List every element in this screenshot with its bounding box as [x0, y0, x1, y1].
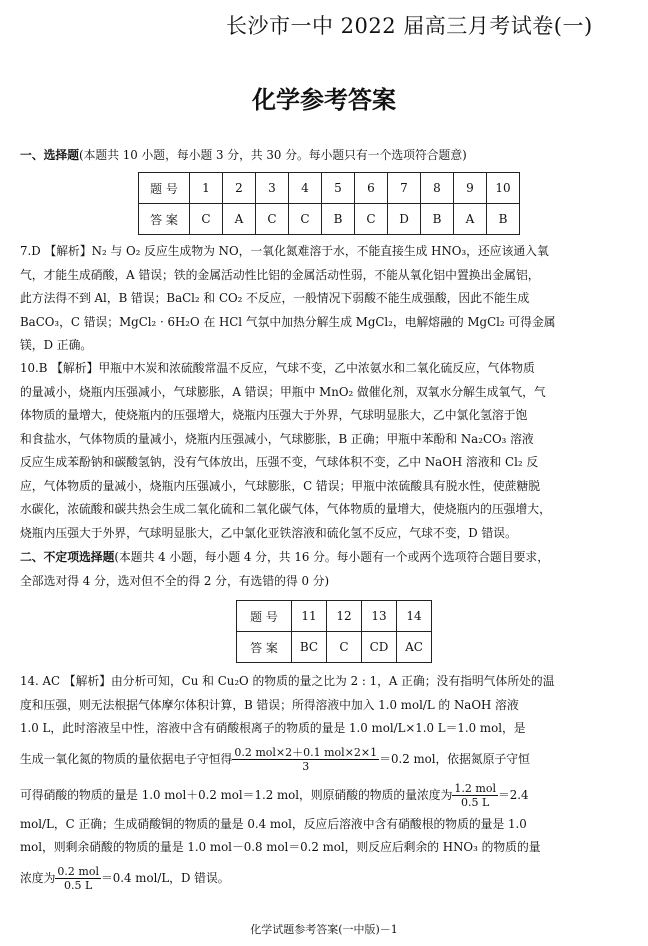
text-segment: 可得硝酸的物质的量是 1.0 mol＋0.2 mol＝1.2 mol，则原硝酸的物质的量浓度为: [20, 787, 453, 802]
exam-header-title: 长沙市一中 2022 届高三月考试卷(一): [226, 14, 593, 38]
table-cell: 2: [223, 173, 256, 204]
section-2-note: (本题共 4 小题，每小题 4 分，共 16 分。每小题有一个或两个选项符合题目要求，: [114, 550, 550, 564]
table-cell: A: [454, 204, 487, 235]
table-cell: 7: [388, 173, 421, 204]
table-cell: C: [190, 204, 223, 235]
section-1-note: (本题共 10 小题，每小题 3 分，共 30 分。每小题只有一个选项符合题意): [79, 148, 467, 162]
table-row: [139, 173, 520, 204]
table-cell: 12: [327, 601, 362, 632]
table-cell: 14: [397, 601, 432, 632]
table-row: [139, 204, 520, 235]
fraction-numerator: 0.2 mol×2＋0.1 mol×2×1: [234, 746, 378, 759]
table-cell: BC: [292, 632, 327, 663]
text-segment: 浓度为: [20, 870, 56, 885]
text-line-with-fraction: [20, 860, 634, 896]
text-line: BaCO₃，C 错误；MgCl₂ · 6H₂O 在 HCl 气氛中加热分解生成 MgCl₂，电解熔融的 MgCl₂ 可得金属: [20, 314, 556, 329]
question-7-explanation: [20, 240, 634, 358]
table-cell: C: [327, 632, 362, 663]
text-segment: ＝0.4 mol/L，D 错误。: [100, 870, 230, 885]
section-1-label: 一、选择题: [20, 148, 79, 162]
table-cell: 1: [190, 173, 223, 204]
table-header-cell: 题 号: [139, 173, 190, 204]
text-line: 此方法得不到 Al，B 错误；BaCl₂ 和 CO₂ 不反应，一般情况下弱酸不能生成强酸，因此不能生成: [20, 291, 530, 305]
fraction-denominator: 0.5 L: [461, 796, 490, 809]
text-line: 镁，D 正确。: [20, 338, 93, 352]
table-cell: A: [223, 204, 256, 235]
text-line: 度和压强，则无法根据气体摩尔体积计算，B 错误；所得溶液中加入 1.0 mol/L 的 NaOH 溶液: [20, 697, 519, 712]
text-line: 反应生成苯酚钠和碳酸氢钠，没有气体放出，压强不变，气球体积不变，乙中 NaOH 溶液和 Cl₂ 反: [20, 455, 539, 469]
text-line: mol/L，C 正确；生成硝酸铜的物质的量是 0.4 mol，反应后溶液中含有硝酸根的物质的量是 1.0: [20, 816, 527, 831]
section-1-heading: [20, 146, 632, 163]
text-line: 烧瓶内压强大于外界，气球明显胀大，乙中氯化亚铁溶液和硫化氢不反应，气球不变，D 错误。: [20, 525, 517, 540]
table-header-cell: 答 案: [139, 204, 190, 235]
table-cell: B: [487, 204, 520, 235]
text-line: 气，才能生成硝酸，A 错误；铁的金属活动性比铝的金属活动性弱，不能从氧化铝中置换出金属铝，: [20, 267, 540, 282]
page-footer: 化学试题参考答案(一中版)－1: [250, 923, 398, 936]
fraction: [452, 782, 498, 809]
table-cell: C: [289, 204, 322, 235]
table-cell: 5: [322, 173, 355, 204]
text-line: mol，则剩余硝酸的物质的量是 1.0 mol－0.8 mol＝0.2 mol，则反应后剩余的 HNO₃ 的物质的量: [20, 840, 541, 854]
fraction-numerator: 0.2 mol: [57, 865, 99, 878]
question-10-explanation: [20, 357, 634, 545]
text-line: 应，气体物质的量减小，烧瓶内压强减小，气球膨胀，C 错误；甲瓶中浓硫酸具有脱水性，使蔗糖脱: [20, 478, 541, 493]
text-segment: 生成一氧化氮的物质的量依据电子守恒得: [20, 751, 233, 766]
table-header-cell: 答 案: [237, 632, 292, 663]
table-cell: 4: [289, 173, 322, 204]
answer-table-1: [138, 172, 520, 235]
text-segment: ＝0.2 mol，依据氮原子守恒: [379, 751, 530, 766]
answer-table-2: [236, 600, 432, 663]
section-2-label: 二、不定项选择题: [20, 550, 115, 564]
table-cell: 10: [487, 173, 520, 204]
table-cell: D: [388, 204, 421, 235]
text-line-with-fraction: [20, 741, 634, 777]
text-line-with-fraction: [20, 777, 634, 813]
table-cell: C: [355, 204, 388, 235]
table-cell: B: [322, 204, 355, 235]
table-cell: B: [421, 204, 454, 235]
table-cell: 9: [454, 173, 487, 204]
text-line: 1.0 L，此时溶液呈中性，溶液中含有硝酸根离子的物质的量是 1.0 mol/L×1.0 L＝1.0 mol，是: [20, 721, 526, 735]
question-14-explanation: [20, 670, 634, 896]
text-line: 体物质的量增大，使烧瓶内的压强增大，烧瓶内压强大于外界，气球明显胀大，乙中氯化氢溶于饱: [20, 408, 528, 422]
fraction-numerator: 1.2 mol: [454, 782, 496, 795]
text-line: 的量减小，烧瓶内压强减小，气球膨胀，A 错误；甲瓶中 MnO₂ 做催化剂，双氧水分解生成氧气，气: [20, 384, 546, 399]
table-row: [237, 601, 432, 632]
text-line: 10.B 【解析】甲瓶中木炭和浓硫酸常温不反应，气球不变，乙中浓氨水和二氧化硫反应，气体物质: [20, 361, 535, 375]
table-cell: 6: [355, 173, 388, 204]
text-line: 水碳化，浓硫酸和碳共热会生成二氧化硫和二氧化碳气体，气体物质的量增大，使烧瓶内的压强增大，: [20, 502, 551, 516]
text-line: 7.D 【解析】N₂ 与 O₂ 反应生成物为 NO，一氧化氮难溶于水，不能直接生成 HNO₃，还应该通入氧: [20, 244, 549, 258]
table-row: [237, 632, 432, 663]
fraction: [232, 746, 379, 773]
document-title: 化学参考答案: [252, 86, 396, 114]
text-line: 和食盐水，气体物质的量减小，烧瓶内压强减小，气球膨胀，B 正确；甲瓶中苯酚和 Na₂CO₃ 溶液: [20, 431, 534, 446]
table-header-cell: 题 号: [237, 601, 292, 632]
text-line: 14. AC 【解析】由分析可知，Cu 和 Cu₂O 的物质的量之比为 2 : 1，A 正确；没有指明气体所处的温: [20, 674, 555, 688]
text-segment: ＝2.4: [497, 787, 529, 802]
section-2-heading: [20, 548, 632, 565]
fraction-denominator: 0.5 L: [64, 879, 93, 892]
table-cell: 11: [292, 601, 327, 632]
table-cell: 8: [421, 173, 454, 204]
table-cell: CD: [362, 632, 397, 663]
fraction: [55, 865, 101, 892]
fraction-denominator: 3: [302, 760, 310, 773]
table-cell: 13: [362, 601, 397, 632]
table-cell: C: [256, 204, 289, 235]
table-cell: AC: [397, 632, 432, 663]
section-2-note-continued: 全部选对得 4 分，选对但不全的得 2 分，有选错的得 0 分): [20, 574, 330, 588]
table-cell: 3: [256, 173, 289, 204]
